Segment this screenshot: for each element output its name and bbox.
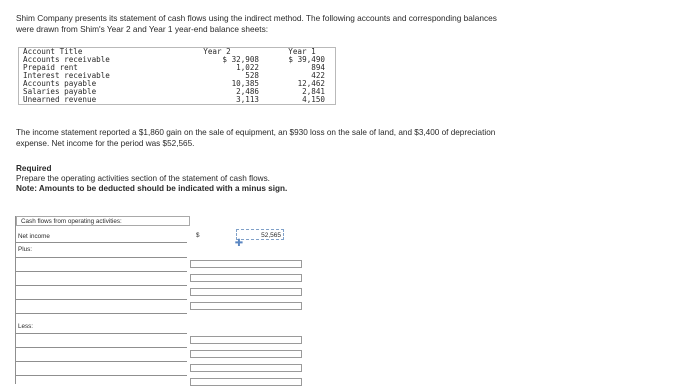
plus-amount-input[interactable] (190, 274, 302, 282)
net-income-label: Net income (18, 233, 50, 240)
balance-row (19, 72, 335, 80)
less-amount-input[interactable] (190, 378, 302, 386)
balance-row (19, 80, 335, 88)
plus-amount-input[interactable] (190, 302, 302, 310)
row-divider (16, 313, 187, 314)
header-account-title: Account Title (23, 48, 83, 56)
account-name: Interest receivable (23, 72, 110, 80)
header-year-1: Year 1 (288, 47, 316, 56)
required-heading: Required (16, 164, 52, 173)
income-statement-info (16, 127, 676, 149)
intro-line-1: Shim Company presents its statement of cash flows using the indirect method. The following accounts and corresponding balances (16, 13, 497, 23)
row-divider (16, 242, 187, 243)
cash-flow-worksheet (15, 216, 337, 384)
problem-intro (16, 13, 636, 35)
plus-icon[interactable]: ✚ (234, 238, 244, 249)
required-text: Prepare the operating activities section of the statement of cash flows. (16, 174, 270, 183)
year-2-value: 10,385 (231, 79, 259, 88)
year-1-value: 4,150 (302, 95, 325, 104)
year-1-value: 12,462 (297, 79, 325, 88)
year-1-value: $ 39,490 (288, 55, 325, 64)
worksheet-title: Cash flows from operating activities: (16, 216, 190, 226)
balance-row (19, 88, 335, 96)
account-name: Prepaid rent (23, 64, 78, 72)
row-divider (16, 375, 187, 376)
header-year-2: Year 2 (203, 47, 231, 56)
row-divider (16, 299, 187, 300)
row-divider (16, 257, 187, 258)
account-name: Salaries payable (23, 88, 97, 96)
row-divider (16, 271, 187, 272)
year-2-value: 2,486 (236, 87, 259, 96)
row-divider (16, 361, 187, 362)
less-amount-input[interactable] (190, 364, 302, 372)
row-divider (16, 333, 187, 334)
income-line-1: The income statement reported a $1,860 gain on the sale of equipment, an $930 loss on the sale of land, and $3,400 of depreciation (16, 128, 496, 137)
account-name: Accounts payable (23, 80, 97, 88)
less-label: Less: (18, 323, 34, 330)
income-line-2: expense. Net income for the period was $52,565. (16, 139, 195, 148)
row-divider (16, 347, 187, 348)
currency-symbol: $ (196, 232, 200, 239)
account-name: Accounts receivable (23, 56, 110, 64)
year-2-value: $ 32,908 (222, 55, 259, 64)
year-1-value: 2,841 (302, 87, 325, 96)
row-divider (16, 285, 187, 286)
plus-amount-input[interactable] (190, 288, 302, 296)
less-amount-input[interactable] (190, 350, 302, 358)
year-1-value: 894 (311, 63, 325, 72)
account-name: Unearned revenue (23, 96, 97, 104)
plus-amount-input[interactable] (190, 260, 302, 268)
year-2-value: 3,113 (236, 95, 259, 104)
intro-line-2: were drawn from Shim's Year 2 and Year 1 year-end balance sheets: (16, 24, 269, 34)
balance-sheet-table (18, 47, 336, 105)
year-2-value: 528 (245, 71, 259, 80)
balance-row (19, 96, 335, 104)
year-2-value: 1,022 (236, 63, 259, 72)
balance-row (19, 64, 335, 72)
plus-label: Plus: (18, 246, 32, 253)
required-section (16, 164, 287, 194)
less-amount-input[interactable] (190, 336, 302, 344)
required-note: Note: Amounts to be deducted should be indicated with a minus sign. (16, 184, 288, 193)
net-income-amount: 52,565 (236, 229, 284, 240)
year-1-value: 422 (311, 71, 325, 80)
balance-row (19, 56, 335, 64)
